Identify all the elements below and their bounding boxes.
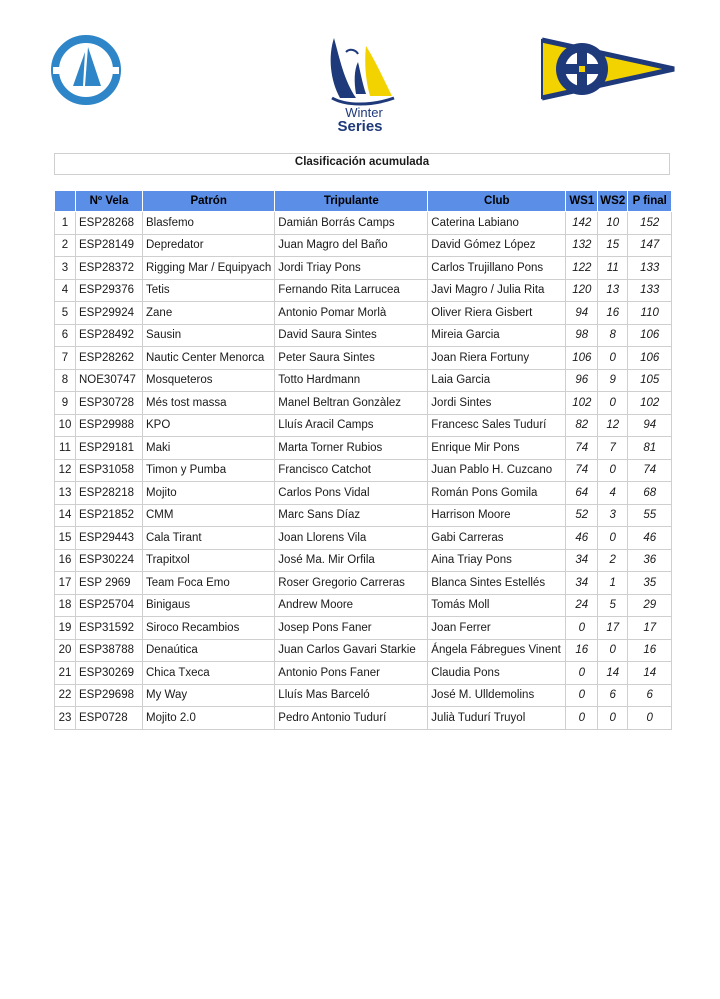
table-row bbox=[55, 684, 672, 707]
cell-ws2: 0 bbox=[598, 459, 628, 482]
winter-series-logo-text-2: Series bbox=[337, 118, 383, 135]
cell-position: 8 bbox=[55, 369, 76, 392]
cell-ws1: 94 bbox=[566, 302, 598, 325]
cell-position: 12 bbox=[55, 459, 76, 482]
cell-ws1: 132 bbox=[566, 234, 598, 257]
cell-final-points: 0 bbox=[628, 707, 672, 730]
cell-final-points: 152 bbox=[628, 212, 672, 235]
cell-ws1: 0 bbox=[566, 707, 598, 730]
header-position bbox=[55, 191, 76, 212]
cell-skipper: Més tost massa bbox=[143, 392, 275, 415]
cell-position: 23 bbox=[55, 707, 76, 730]
cell-final-points: 105 bbox=[628, 369, 672, 392]
cell-club: José M. Ulldemolins bbox=[428, 684, 566, 707]
cell-final-points: 46 bbox=[628, 527, 672, 550]
cell-ws2: 12 bbox=[598, 414, 628, 437]
cell-position: 15 bbox=[55, 527, 76, 550]
cell-sail-number: ESP30269 bbox=[76, 662, 143, 685]
cell-ws1: 106 bbox=[566, 347, 598, 370]
cell-sail-number: ESP28218 bbox=[76, 482, 143, 505]
cell-crew: Antonio Pons Faner bbox=[275, 662, 428, 685]
cell-sail-number: ESP29443 bbox=[76, 527, 143, 550]
cell-crew: David Saura Sintes bbox=[275, 324, 428, 347]
cell-crew: Totto Hardmann bbox=[275, 369, 428, 392]
cell-ws1: 120 bbox=[566, 279, 598, 302]
cell-club: Aina Triay Pons bbox=[428, 549, 566, 572]
cell-ws2: 15 bbox=[598, 234, 628, 257]
title-box bbox=[54, 153, 670, 175]
cell-sail-number: ESP38788 bbox=[76, 639, 143, 662]
table-row bbox=[55, 572, 672, 595]
cell-final-points: 133 bbox=[628, 279, 672, 302]
cell-ws2: 0 bbox=[598, 347, 628, 370]
table-row bbox=[55, 234, 672, 257]
cell-skipper: Cala Tirant bbox=[143, 527, 275, 550]
cell-club: Blanca Sintes Estellés bbox=[428, 572, 566, 595]
table-row bbox=[55, 257, 672, 280]
cell-ws1: 74 bbox=[566, 437, 598, 460]
cell-club: Ángela Fábregues Vinent bbox=[428, 639, 566, 662]
cell-crew: Joan Llorens Vila bbox=[275, 527, 428, 550]
cell-ws1: 46 bbox=[566, 527, 598, 550]
cell-skipper: Blasfemo bbox=[143, 212, 275, 235]
cell-sail-number: ESP29988 bbox=[76, 414, 143, 437]
cell-club: Gabi Carreras bbox=[428, 527, 566, 550]
cell-ws1: 34 bbox=[566, 572, 598, 595]
cell-skipper: Chica Txeca bbox=[143, 662, 275, 685]
cell-ws2: 5 bbox=[598, 594, 628, 617]
cell-crew: Marc Sans Díaz bbox=[275, 504, 428, 527]
cell-skipper: Depredator bbox=[143, 234, 275, 257]
cell-sail-number: NOE30747 bbox=[76, 369, 143, 392]
cell-ws1: 0 bbox=[566, 684, 598, 707]
cell-club: Joan Riera Fortuny bbox=[428, 347, 566, 370]
header-ws2: WS2 bbox=[598, 191, 628, 212]
cell-final-points: 81 bbox=[628, 437, 672, 460]
cell-ws1: 96 bbox=[566, 369, 598, 392]
cell-ws2: 16 bbox=[598, 302, 628, 325]
cell-position: 1 bbox=[55, 212, 76, 235]
cell-sail-number: ESP29924 bbox=[76, 302, 143, 325]
winter-series-sail-icon bbox=[322, 36, 398, 108]
cell-position: 5 bbox=[55, 302, 76, 325]
cell-club: Caterina Labiano bbox=[428, 212, 566, 235]
cell-skipper: Mojito bbox=[143, 482, 275, 505]
header-final-points: P final bbox=[628, 191, 672, 212]
cell-club: Román Pons Gomila bbox=[428, 482, 566, 505]
cell-final-points: 102 bbox=[628, 392, 672, 415]
cell-club: Enrique Mir Pons bbox=[428, 437, 566, 460]
cell-final-points: 36 bbox=[628, 549, 672, 572]
cell-club: Oliver Riera Gisbert bbox=[428, 302, 566, 325]
cell-crew: Fernando Rita Larrucea bbox=[275, 279, 428, 302]
cell-final-points: 68 bbox=[628, 482, 672, 505]
cell-sail-number: ESP29181 bbox=[76, 437, 143, 460]
header-skipper: Patrón bbox=[143, 191, 275, 212]
cell-sail-number: ESP30728 bbox=[76, 392, 143, 415]
table-row bbox=[55, 369, 672, 392]
cell-final-points: 35 bbox=[628, 572, 672, 595]
table-row bbox=[55, 302, 672, 325]
cell-sail-number: ESP29698 bbox=[76, 684, 143, 707]
cell-final-points: 74 bbox=[628, 459, 672, 482]
cell-crew: Jordi Triay Pons bbox=[275, 257, 428, 280]
cell-sail-number: ESP 2969 bbox=[76, 572, 143, 595]
cell-ws2: 10 bbox=[598, 212, 628, 235]
table-row bbox=[55, 392, 672, 415]
cell-final-points: 29 bbox=[628, 594, 672, 617]
cell-club: Claudia Pons bbox=[428, 662, 566, 685]
cell-skipper: Nautic Center Menorca bbox=[143, 347, 275, 370]
cell-crew: Lluís Aracil Camps bbox=[275, 414, 428, 437]
cell-crew: Manel Beltran Gonzàlez bbox=[275, 392, 428, 415]
cell-skipper: Sausin bbox=[143, 324, 275, 347]
cell-club: Joan Ferrer bbox=[428, 617, 566, 640]
table-row bbox=[55, 504, 672, 527]
cell-final-points: 6 bbox=[628, 684, 672, 707]
cell-ws1: 24 bbox=[566, 594, 598, 617]
cell-club: Laia Garcia bbox=[428, 369, 566, 392]
cell-ws1: 0 bbox=[566, 617, 598, 640]
cell-ws2: 6 bbox=[598, 684, 628, 707]
cell-ws2: 11 bbox=[598, 257, 628, 280]
cell-sail-number: ESP28268 bbox=[76, 212, 143, 235]
cell-sail-number: ESP31592 bbox=[76, 617, 143, 640]
cell-skipper: Maki bbox=[143, 437, 275, 460]
table-row bbox=[55, 459, 672, 482]
cell-position: 22 bbox=[55, 684, 76, 707]
cell-position: 14 bbox=[55, 504, 76, 527]
page-title: Clasificación acumulada bbox=[294, 156, 430, 168]
table-row bbox=[55, 594, 672, 617]
header-crew: Tripulante bbox=[275, 191, 428, 212]
winter-series-logo-text-1: Winter bbox=[345, 105, 383, 120]
cell-position: 2 bbox=[55, 234, 76, 257]
cell-position: 16 bbox=[55, 549, 76, 572]
cell-club: Julià Tudurí Truyol bbox=[428, 707, 566, 730]
cell-club: Juan Pablo H. Cuzcano bbox=[428, 459, 566, 482]
cell-skipper: Zane bbox=[143, 302, 275, 325]
cell-ws1: 52 bbox=[566, 504, 598, 527]
header-ws1: WS1 bbox=[566, 191, 598, 212]
cell-position: 7 bbox=[55, 347, 76, 370]
cell-final-points: 94 bbox=[628, 414, 672, 437]
cell-skipper: Mojito 2.0 bbox=[143, 707, 275, 730]
cell-crew: Damián Borrás Camps bbox=[275, 212, 428, 235]
cell-sail-number: ESP0728 bbox=[76, 707, 143, 730]
cell-ws2: 9 bbox=[598, 369, 628, 392]
cell-final-points: 17 bbox=[628, 617, 672, 640]
cell-position: 21 bbox=[55, 662, 76, 685]
cell-ws2: 13 bbox=[598, 279, 628, 302]
cell-final-points: 16 bbox=[628, 639, 672, 662]
cell-final-points: 106 bbox=[628, 347, 672, 370]
cell-ws2: 0 bbox=[598, 527, 628, 550]
cell-ws2: 0 bbox=[598, 392, 628, 415]
cell-sail-number: ESP31058 bbox=[76, 459, 143, 482]
cell-crew: Antonio Pomar Morlà bbox=[275, 302, 428, 325]
cell-sail-number: ESP28492 bbox=[76, 324, 143, 347]
cell-skipper: KPO bbox=[143, 414, 275, 437]
table-row bbox=[55, 549, 672, 572]
cell-sail-number: ESP25704 bbox=[76, 594, 143, 617]
sailing-ring-logo-icon bbox=[50, 34, 122, 106]
winter-series-logo bbox=[322, 36, 398, 136]
cell-position: 19 bbox=[55, 617, 76, 640]
cell-ws1: 98 bbox=[566, 324, 598, 347]
cell-crew: Marta Torner Rubios bbox=[275, 437, 428, 460]
cell-skipper: My Way bbox=[143, 684, 275, 707]
cell-ws2: 7 bbox=[598, 437, 628, 460]
cell-skipper: Binigaus bbox=[143, 594, 275, 617]
cell-skipper: Tetis bbox=[143, 279, 275, 302]
cell-skipper: Mosqueteros bbox=[143, 369, 275, 392]
cell-ws2: 8 bbox=[598, 324, 628, 347]
cell-skipper: Trapitxol bbox=[143, 549, 275, 572]
cell-skipper: Team Foca Emo bbox=[143, 572, 275, 595]
cell-position: 4 bbox=[55, 279, 76, 302]
cell-crew: Francisco Catchot bbox=[275, 459, 428, 482]
table-row bbox=[55, 527, 672, 550]
cell-position: 18 bbox=[55, 594, 76, 617]
cell-club: Jordi Sintes bbox=[428, 392, 566, 415]
cell-ws2: 1 bbox=[598, 572, 628, 595]
header-club: Club bbox=[428, 191, 566, 212]
cell-club: Harrison Moore bbox=[428, 504, 566, 527]
cell-crew: Pedro Antonio Tudurí bbox=[275, 707, 428, 730]
table-row bbox=[55, 414, 672, 437]
cell-ws1: 142 bbox=[566, 212, 598, 235]
cell-crew: Lluís Mas Barceló bbox=[275, 684, 428, 707]
cell-club: Javi Magro / Julia Rita bbox=[428, 279, 566, 302]
cell-skipper: Timon y Pumba bbox=[143, 459, 275, 482]
cell-skipper: Siroco Recambios bbox=[143, 617, 275, 640]
table-row bbox=[55, 482, 672, 505]
cell-sail-number: ESP29376 bbox=[76, 279, 143, 302]
cell-sail-number: ESP28149 bbox=[76, 234, 143, 257]
cell-position: 3 bbox=[55, 257, 76, 280]
cell-club: Mireia Garcia bbox=[428, 324, 566, 347]
cell-sail-number: ESP21852 bbox=[76, 504, 143, 527]
cell-crew: José Ma. Mir Orfila bbox=[275, 549, 428, 572]
cell-crew: Peter Saura Sintes bbox=[275, 347, 428, 370]
table-row bbox=[55, 324, 672, 347]
cell-ws1: 34 bbox=[566, 549, 598, 572]
cell-ws2: 0 bbox=[598, 707, 628, 730]
cell-club: Carlos Trujillano Pons bbox=[428, 257, 566, 280]
cell-final-points: 133 bbox=[628, 257, 672, 280]
cell-ws2: 3 bbox=[598, 504, 628, 527]
cell-ws1: 122 bbox=[566, 257, 598, 280]
cell-ws2: 0 bbox=[598, 639, 628, 662]
cell-crew: Juan Carlos Gavari Starkie bbox=[275, 639, 428, 662]
cell-ws1: 102 bbox=[566, 392, 598, 415]
table-row bbox=[55, 707, 672, 730]
cell-ws1: 74 bbox=[566, 459, 598, 482]
cell-club: Francesc Sales Tudurí bbox=[428, 414, 566, 437]
cell-final-points: 106 bbox=[628, 324, 672, 347]
cell-ws2: 17 bbox=[598, 617, 628, 640]
cell-crew: Roser Gregorio Carreras bbox=[275, 572, 428, 595]
table-row bbox=[55, 662, 672, 685]
cell-sail-number: ESP30224 bbox=[76, 549, 143, 572]
cell-sail-number: ESP28372 bbox=[76, 257, 143, 280]
cell-position: 10 bbox=[55, 414, 76, 437]
table-row bbox=[55, 212, 672, 235]
club-maritimo-mahon-logo bbox=[540, 36, 676, 102]
cell-crew: Carlos Pons Vidal bbox=[275, 482, 428, 505]
cell-ws1: 0 bbox=[566, 662, 598, 685]
cell-skipper: Rigging Mar / Equipyach bbox=[143, 257, 275, 280]
cell-crew: Josep Pons Faner bbox=[275, 617, 428, 640]
table-row bbox=[55, 639, 672, 662]
header-sail-number: Nº Vela bbox=[76, 191, 143, 212]
cell-ws2: 4 bbox=[598, 482, 628, 505]
cell-position: 9 bbox=[55, 392, 76, 415]
cell-sail-number: ESP28262 bbox=[76, 347, 143, 370]
cell-position: 13 bbox=[55, 482, 76, 505]
table-row bbox=[55, 437, 672, 460]
cell-ws2: 14 bbox=[598, 662, 628, 685]
table-header-row bbox=[55, 191, 672, 212]
cell-position: 6 bbox=[55, 324, 76, 347]
cell-skipper: Denaútica bbox=[143, 639, 275, 662]
cell-final-points: 147 bbox=[628, 234, 672, 257]
cell-final-points: 55 bbox=[628, 504, 672, 527]
table-row bbox=[55, 279, 672, 302]
cell-final-points: 14 bbox=[628, 662, 672, 685]
cell-ws1: 64 bbox=[566, 482, 598, 505]
cell-ws2: 2 bbox=[598, 549, 628, 572]
cell-crew: Andrew Moore bbox=[275, 594, 428, 617]
cell-ws1: 82 bbox=[566, 414, 598, 437]
cell-club: David Gómez López bbox=[428, 234, 566, 257]
cell-position: 20 bbox=[55, 639, 76, 662]
table-row bbox=[55, 347, 672, 370]
club-pennant-icon bbox=[540, 36, 676, 102]
results-table bbox=[54, 190, 672, 730]
cell-ws1: 16 bbox=[566, 639, 598, 662]
cell-crew: Juan Magro del Baño bbox=[275, 234, 428, 257]
cell-final-points: 110 bbox=[628, 302, 672, 325]
cell-position: 17 bbox=[55, 572, 76, 595]
cell-skipper: CMM bbox=[143, 504, 275, 527]
cell-club: Tomás Moll bbox=[428, 594, 566, 617]
cell-position: 11 bbox=[55, 437, 76, 460]
table-row bbox=[55, 617, 672, 640]
